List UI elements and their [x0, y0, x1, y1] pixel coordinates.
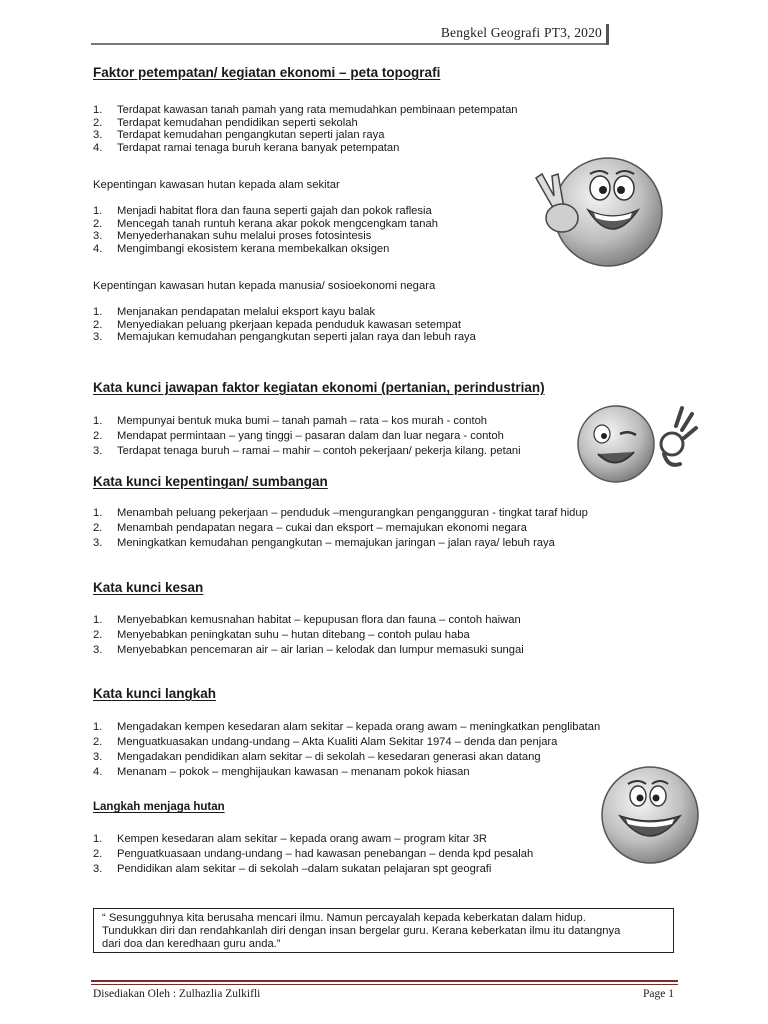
header-corner-bar — [606, 24, 609, 45]
list-kegiatan-ekonomi — [93, 414, 613, 459]
list-item: 3. Terdapat tenaga buruh – ramai – mahir – contoh pekerjaan/ pekerja kilang. petani — [93, 445, 521, 457]
list-item: 3. Menyederhanakan suhu melalui proses fotosintesis — [93, 230, 372, 242]
footer-divider-thin — [91, 984, 678, 985]
list-item: 1. Menyebabkan kemusnahan habitat – kepupusan flora dan fauna – contoh haiwan — [93, 614, 521, 626]
header-title: Bengkel Geografi PT3, 2020 — [440, 25, 602, 40]
section-title-kegiatan-ekonomi: Kata kunci jawapan faktor kegiatan ekonomi (pertanian, perindustrian) — [93, 380, 545, 395]
list-item: 2. Menambah pendapatan negara – cukai dan eksport – memajukan ekonomi negara — [93, 522, 527, 534]
list-item: 4. Mengimbangi ekosistem kerana membekalkan oksigen — [93, 242, 390, 255]
section-title-kesan: Kata kunci kesan — [93, 580, 204, 595]
list-item: 4. Terdapat ramai tenaga buruh kerana banyak petempatan — [93, 141, 400, 154]
footer-divider — [91, 980, 678, 982]
list-hutan-manusia — [93, 306, 613, 344]
list-item: 3. Mengadakan pendidikan alam sekitar – di sekolah – kesedaran generasi akan datang — [93, 751, 541, 763]
header-divider — [91, 43, 609, 45]
quote-box — [93, 908, 674, 953]
list-item: 1. Terdapat kawasan tanah pamah yang rata memudahkan pembinaan petempatan — [93, 104, 518, 116]
list-item: 2. Mendapat permintaan – yang tinggi – pasaran dalam dan luar negara - contoh — [93, 430, 504, 442]
list-item: 1. Menjadi habitat flora dan fauna seperti gajah dan pokok raflesia — [93, 205, 432, 217]
section-title-kepentingan: Kata kunci kepentingan/ sumbangan — [93, 474, 328, 489]
list-faktor-petempatan — [93, 104, 613, 154]
list-item: 4. Menanam – pokok – menghijaukan kawasan – menanam pokok hiasan — [93, 766, 470, 778]
subheading-hutan-alam-sekitar: Kepentingan kawasan hutan kepada alam sekitar — [93, 179, 340, 191]
section-title-langkah: Kata kunci langkah — [93, 686, 217, 701]
quote-line: dari doa dan keredhaan guru anda.” — [102, 938, 281, 950]
list-item: 1. Menambah peluang pekerjaan – penduduk –mengurangkan pengangguran - tingkat taraf hidup — [93, 507, 588, 519]
subheading-menjaga-hutan: Langkah menjaga hutan — [93, 801, 225, 813]
list-langkah — [93, 720, 613, 780]
list-item: 2. Menguatkuasakan undang-undang – Akta Kualiti Alam Sekitar 1974 – denda dan penjara — [93, 736, 558, 748]
smiley-wink-ok-icon — [572, 402, 702, 484]
list-item: 3. Memajukan kemudahan pengangkutan seperti jalan raya dan lebuh raya — [93, 331, 476, 343]
footer-page-number: Page 1 — [643, 988, 674, 1000]
list-item: 3. Meningkatkan kemudahan pengangkutan – memajukan jaringan – jalan raya/ lebuh raya — [93, 537, 555, 549]
footer-author: Disediakan Oleh : Zulhazlia Zulkifli — [93, 988, 261, 1000]
list-item: 2. Terdapat kemudahan pendidikan seperti sekolah — [93, 116, 358, 129]
subheading-hutan-manusia: Kepentingan kawasan hutan kepada manusia/ sosioekonomi negara — [93, 280, 436, 292]
list-item: 1. Mengadakan kempen kesedaran alam sekitar – kepada orang awam – meningkatkan penglibatan — [93, 721, 601, 733]
list-kepentingan — [93, 506, 613, 551]
list-item: 2. Menyediakan peluang pkerjaan kepada penduduk kawasan setempat — [93, 318, 461, 331]
list-item: 2. Mencegah tanah runtuh kerana akar pokok mengcengkam tanah — [93, 217, 438, 230]
list-kesan — [93, 613, 613, 658]
list-item: 1. Mempunyai bentuk muka bumi – tanah pamah – rata – kos murah - contoh — [93, 415, 488, 427]
list-item: 1. Menjanakan pendapatan melalui eksport kayu balak — [93, 306, 376, 318]
list-item: 3. Pendidikan alam sekitar – di sekolah –dalam sukatan pelajaran spt geografi — [93, 863, 492, 875]
list-item: 3. Menyebabkan pencemaran air – air larian – kelodak dan lumpur memasuki sungai — [93, 644, 524, 656]
list-menjaga-hutan — [93, 832, 613, 877]
quote-line: “ Sesungguhnya kita berusaha mencari ilmu. Namun percayalah kepada keberkatan dalam hidup. — [102, 912, 586, 924]
list-item: 3. Terdapat kemudahan pengangkutan seperti jalan raya — [93, 129, 385, 141]
list-item: 2. Penguatkuasaan undang-undang – had kawasan penebangan – denda kpd pesalah — [93, 848, 534, 860]
list-item: 1. Kempen kesedaran alam sekitar – kepada orang awam – program kitar 3R — [93, 833, 488, 845]
smiley-grin-icon — [598, 764, 702, 866]
list-item: 2. Menyebabkan peningkatan suhu – hutan ditebang – contoh pulau haba — [93, 629, 470, 641]
section-title-faktor-petempatan: Faktor petempatan/ kegiatan ekonomi – peta topografi — [93, 65, 441, 80]
smiley-peace-sign-icon — [528, 148, 664, 276]
quote-line: Tundukkan diri dan rendahkanlah diri dengan insan bergelar guru. Kerana keberkatan ilmu itu datangnya — [102, 925, 621, 937]
